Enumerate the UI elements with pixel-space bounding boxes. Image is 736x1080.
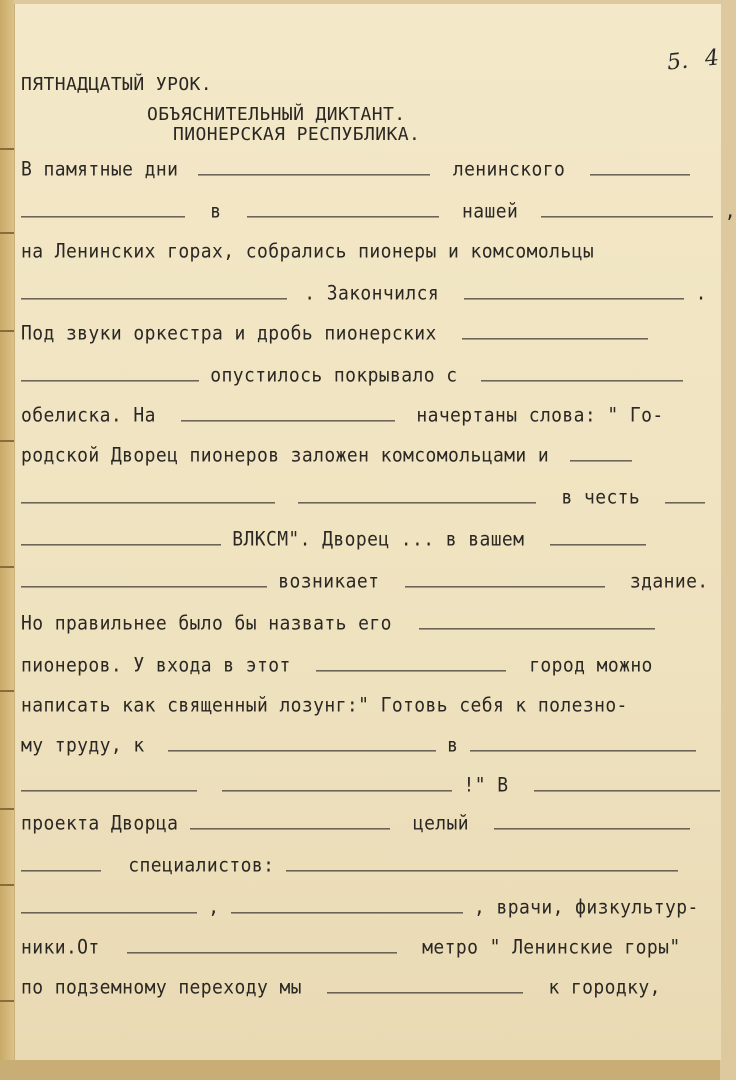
- line-text: . Закончился: [304, 282, 440, 305]
- blank-field: [298, 489, 536, 503]
- page-number-value: 5.: [665, 48, 690, 76]
- line-text: , врачи, физкультур-: [474, 896, 699, 919]
- text-line-7: [21, 403, 664, 429]
- line-text: написать как священный лозунг:" Готовь себя к полезно-: [21, 694, 628, 717]
- line-text: ,: [208, 896, 220, 919]
- blank-field: [590, 161, 690, 175]
- line-text: специалистов:: [128, 854, 275, 877]
- blank-field: [541, 203, 713, 217]
- blank-field: [190, 815, 390, 829]
- line-text: пионеров. У входа в этот: [21, 654, 291, 677]
- blank-field: [21, 367, 199, 381]
- blank-field: [21, 857, 101, 871]
- dictation-name: ПИОНЕРСКАЯ РЕСПУБЛИКА.: [173, 124, 421, 145]
- line-text: ,: [724, 200, 736, 223]
- text-line-3: [21, 239, 594, 265]
- blank-field: [481, 367, 683, 381]
- line-text: целый: [412, 812, 470, 835]
- text-line-15: [21, 733, 696, 759]
- blank-field: [494, 815, 690, 829]
- text-line-6: [21, 363, 683, 389]
- line-text: на Ленинских горах, собрались пионеры и комсомольцы: [21, 240, 595, 263]
- text-line-19: [21, 895, 699, 921]
- line-text: в честь: [561, 486, 641, 509]
- blank-field: [470, 737, 696, 751]
- page-binding: [0, 0, 14, 1080]
- line-text: здание.: [629, 570, 709, 593]
- line-text: .: [695, 282, 707, 305]
- line-text: проекта Дворца: [21, 812, 179, 835]
- line-text: начертаны слова: " Го-: [416, 404, 664, 427]
- line-text: возникает: [278, 570, 380, 593]
- blank-field: [534, 777, 720, 791]
- line-text: обелиска. На: [21, 404, 156, 427]
- text-line-13: [21, 653, 653, 679]
- text-line-17: [21, 811, 690, 837]
- text-line-14: [21, 693, 628, 719]
- text-line-16: [21, 773, 720, 799]
- blank-field: [247, 203, 439, 217]
- text-line-1: [21, 157, 690, 183]
- text-line-21: [21, 975, 661, 1001]
- blank-field: [286, 857, 678, 871]
- line-text: нашей: [462, 200, 519, 223]
- line-text: по подземному переходу мы: [21, 976, 302, 999]
- blank-field: [21, 573, 267, 587]
- text-line-9: [21, 485, 705, 511]
- line-text: метро " Ленинские горы": [422, 936, 681, 959]
- line-text: ВЛКСМ". Дворец ... в вашем: [232, 528, 525, 551]
- blank-field: [570, 447, 632, 461]
- line-text: в: [447, 734, 459, 757]
- page-number-extra: 4: [703, 45, 721, 72]
- text-line-4: [21, 281, 707, 307]
- line-text: ники.От: [21, 936, 100, 959]
- page-bottom-edge: [0, 1060, 720, 1080]
- line-text: ленинского: [452, 158, 566, 181]
- line-text: город можно: [529, 654, 653, 677]
- blank-field: [198, 161, 430, 175]
- line-text: родской Дворец пионеров заложен комсомольцами и: [21, 444, 550, 467]
- line-text: в: [210, 200, 222, 223]
- text-line-20: [21, 935, 681, 961]
- blank-field: [21, 899, 197, 913]
- line-text: опустилось покрывало с: [210, 364, 458, 387]
- text-line-10: [21, 527, 646, 553]
- blank-field: [405, 573, 605, 587]
- page-number: [666, 45, 720, 75]
- line-text: к городку,: [548, 976, 661, 999]
- blank-field: [127, 939, 397, 953]
- blank-field: [231, 899, 463, 913]
- blank-field: [168, 737, 436, 751]
- blank-field: [222, 777, 452, 791]
- blank-field: [462, 325, 648, 339]
- lesson-title: ПЯТНАДЦАТЫЙ УРОК.: [21, 74, 213, 95]
- blank-field: [316, 657, 506, 671]
- line-text: Под звуки оркестра и дробь пионерских: [21, 322, 437, 345]
- text-line-8: [21, 443, 632, 469]
- blank-field: [550, 531, 646, 545]
- text-line-2: [21, 199, 736, 225]
- blank-field: [419, 615, 655, 629]
- text-line-12: [21, 611, 655, 637]
- blank-field: [21, 203, 185, 217]
- blank-field: [21, 285, 287, 299]
- text-line-18: [21, 853, 678, 879]
- dictation-type: ОБЪЯСНИТЕЛЬНЫЙ ДИКТАНТ.: [147, 104, 406, 125]
- blank-field: [464, 285, 684, 299]
- blank-field: [21, 489, 275, 503]
- blank-field: [21, 531, 221, 545]
- line-text: В памятные дни: [21, 158, 179, 181]
- line-text: му труду, к: [21, 734, 145, 757]
- line-text: !" В: [463, 774, 509, 797]
- text-line-5: [21, 321, 648, 347]
- blank-field: [665, 489, 705, 503]
- blank-field: [327, 979, 523, 993]
- blank-field: [181, 407, 395, 421]
- text-line-11: [21, 569, 709, 595]
- line-text: Но правильнее было бы назвать его: [21, 612, 392, 635]
- typed-page: [14, 4, 736, 1060]
- blank-field: [21, 777, 197, 791]
